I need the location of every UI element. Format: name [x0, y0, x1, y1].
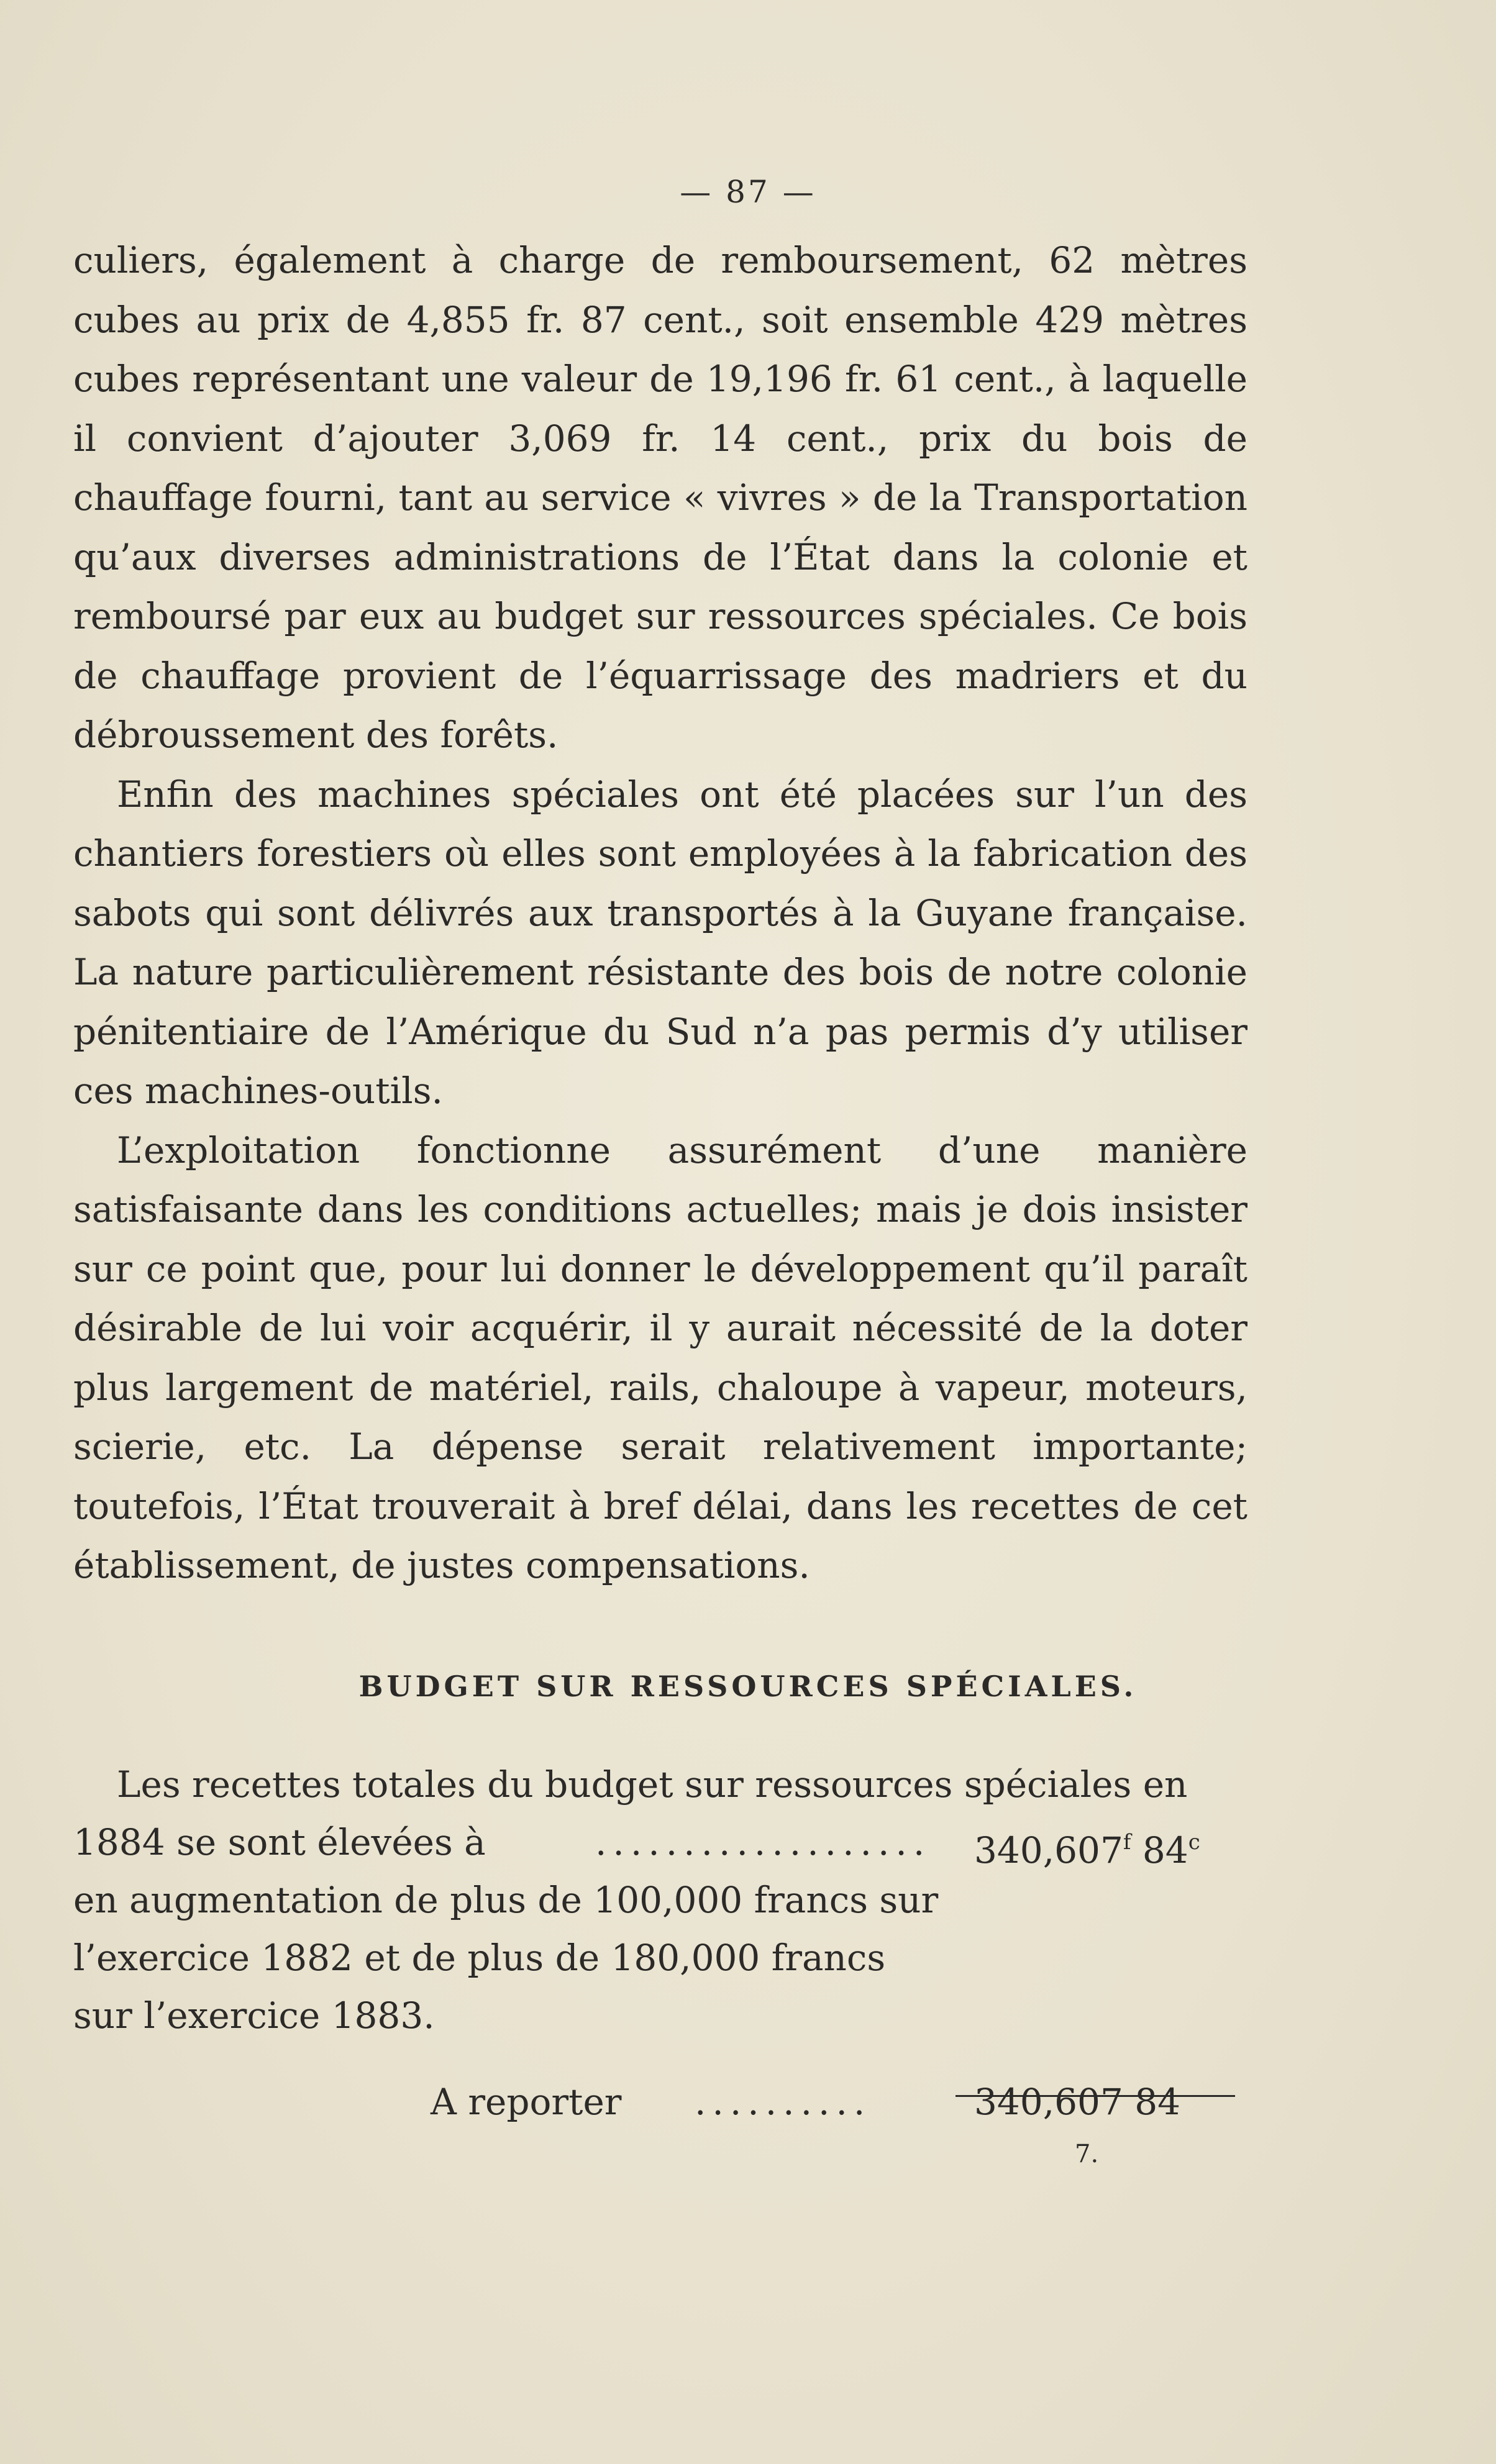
francs-abbrev: f — [1123, 1830, 1131, 1855]
paragraph-continued: culiers, également à charge de remboursement, 62 mètres cubes au prix de 4,855 fr. 87 cent., soit ensemble 429 mètres cubes représentant une valeur de 19,196 fr. 61 cent., à laquelle il convient d’ajouter 3,069 fr. 14 cent., prix du bois de chauffage fourni, tant au service « vivres » de la Transportation qu’aux diverses administrations de l’État dans la colonie et remboursé par eux au budget sur ressources spéciales. Ce bois de chauffage provient de l’équarrissage des madriers et du débroussement des forêts. — [73, 239, 1247, 756]
paragraph-exploitation: L’exploitation fonctionne assurément d’une manière satisfaisante dans les conditions actuelles; mais je dois insister sur ce point que, pour lui donner le développement qu’il paraît désirable de lui voir acquérir, il y aurait nécessité de la doter plus largement de matériel, rails, chaloupe à vapeur, moteurs, scierie, etc. La dépense serait relativement importante; toutefois, l’État trouverait à bref délai, dans les recettes de cet établissement, de justes compensations. — [73, 1129, 1247, 1586]
carry-forward-amount: 340,607 84 — [974, 2081, 1181, 2123]
carry-forward-row — [73, 2073, 1247, 2132]
carry-forward-leader: .......... — [695, 2081, 872, 2123]
carry-forward-label: A reporter — [431, 2081, 622, 2123]
cents-abbrev: c — [1188, 1830, 1200, 1855]
receipts-note: en augmentation de plus de 100,000 francs sur l’exercice 1882 et de plus de 180,000 francs sur l’exercice 1883. — [73, 1879, 939, 2037]
signature-mark: 7. — [1075, 2140, 1099, 2168]
paragraph-machines: Enfin des machines spéciales ont été placées sur l’un des chantiers forestiers où elles sont employées à la fabrication des sabots qui sont délivrés aux transportés à la Guyane française. La nature particulièrement résistante des bois de notre colonie pénitentiaire de l’Amérique du Sud n’a pas permis d’y utiliser ces machines-outils. — [73, 773, 1247, 1112]
receipts-amount — [974, 1814, 1200, 1880]
amount-main: 340,607 — [974, 1829, 1123, 1871]
body-text — [73, 231, 1247, 1596]
amount-cents: 84 — [1142, 1829, 1188, 1871]
page-number: — 87 — — [680, 174, 816, 210]
dot-leader: ................... — [595, 1821, 931, 1863]
receipts-intro: Les recettes totales du budget sur ressources spéciales en — [117, 1763, 1188, 1806]
section-heading: BUDGET SUR RESSOURCES SPÉCIALES. — [358, 1670, 1138, 1703]
receipts-total-row — [73, 1814, 1247, 1871]
receipts-block — [73, 1756, 1247, 2045]
receipts-year-line: 1884 se sont élevées à — [73, 1821, 486, 1863]
